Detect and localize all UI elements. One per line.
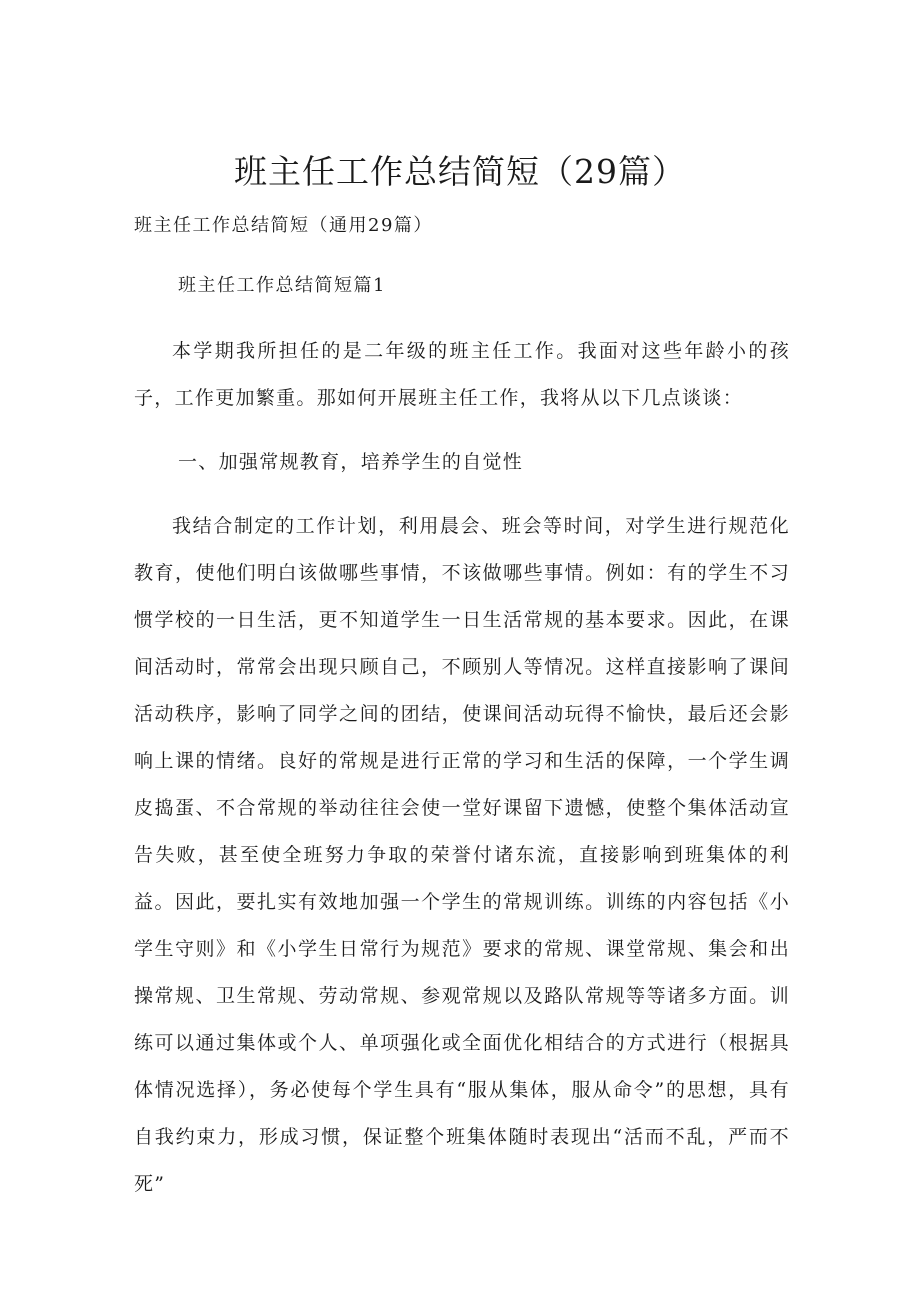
document-title: 班主任工作总结简短（29篇） (234, 152, 686, 191)
paragraph-routine-education: 我结合制定的工作计划，利用晨会、班会等时间，对学生进行规范化教育，使他们明白该做哪些事情，不该做哪些事情。例如：有的学生不习惯学校的一日生活，更不知道学生一日生活常规的基本要求。因此，在课间活动时，常常会出现只顾自己，不顾别人等情况。这样直接影响了课间活动秩序，影响了同学之间的团结，使课间活动玩得不愉快，最后还会影响上课的情绪。良好的常规是进行正常的学习和生活的保障，一个学生调皮捣蛋、不合常规的举动往往会使一堂好课留下遗憾，使整个集体活动宣告失败，甚至使全班努力争取的荣誉付诸东流，直接影响到班集体的利益。因此，要扎实有效地加强一个学生的常规训练。训练的内容包括《小学生守则》和《小学生日常行为规范》要求的常规、课堂常规、集会和出操常规、卫生常规、劳动常规、参观常规以及路队常规等等诸多方面。训练可以通过集体或个人、单项强化或全面优化相结合的方式进行（根据具体情况选择），务必使每个学生具有“服从集体，服从命令”的思想，具有自我约束力，形成习惯，保证整个班集体随时表现出“活而不乱，严而不死” (134, 515, 790, 1193)
heading-routine-education: 一、加强常规教育，培养学生的自觉性 (178, 451, 524, 473)
section-title: 班主任工作总结简短篇1 (178, 275, 386, 296)
paragraph-intro: 本学期我所担任的是二年级的班主任工作。我面对这些年龄小的孩子，工作更加繁重。那如何开展班主任工作，我将从以下几点谈谈： (134, 340, 790, 409)
document-subtitle: 班主任工作总结简短（通用29篇） (134, 215, 433, 236)
